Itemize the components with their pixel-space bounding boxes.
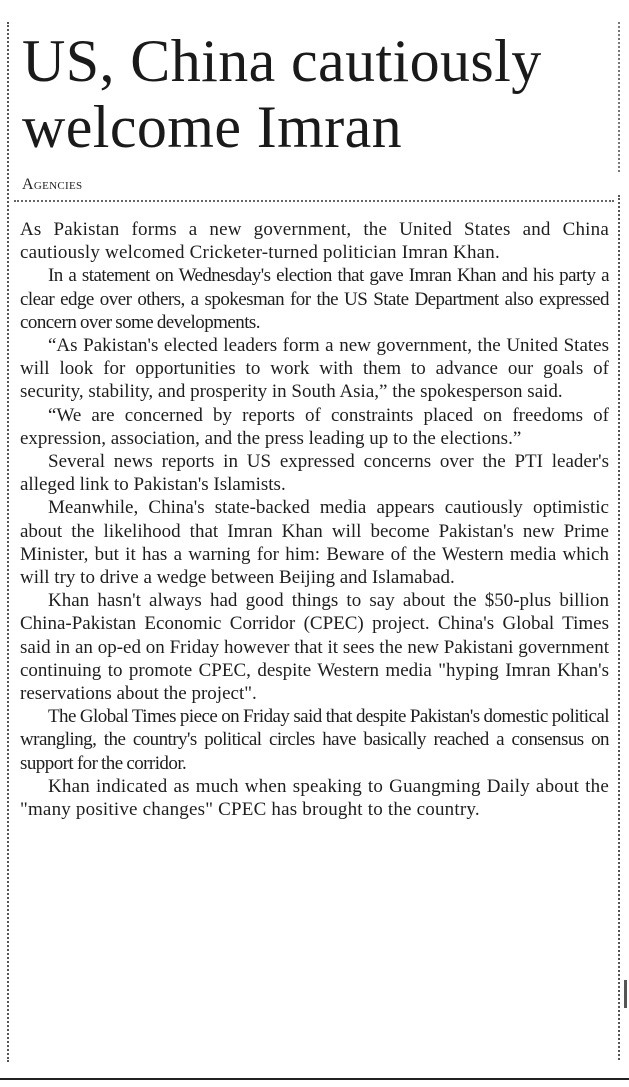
paragraph: “As Pakistan's elected leaders form a new government, the United States will look for opportunities to work with them to advance our goals of security, stability, and prosperity in South Asia,” the spokesperson said.	[20, 335, 609, 403]
byline-divider	[14, 200, 614, 202]
paragraph: The Global Times piece on Friday said that despite Pakistan's domestic political wrangling, the country's political circles have basically reached a consensus on support for the corridor.	[20, 706, 609, 774]
edge-mark	[624, 980, 627, 1008]
right-dotted-rule	[618, 195, 620, 1060]
paragraph: As Pakistan forms a new government, the United States and China cautiously welcomed Cricketer-turned politician Imran Khan.	[20, 219, 609, 264]
bottom-rule	[0, 1078, 629, 1080]
headline: US, China cautiously welcome Imran	[22, 28, 542, 160]
paragraph: Khan hasn't always had good things to say about the $50-plus billion China-Pakistan Economic Corridor (CPEC) project. China's Global Times said in an op-ed on Friday however that it sees the new Pakistani government continuing to promote CPEC, despite Western media "hyping Imran Khan's reservations about the project".	[20, 590, 609, 705]
paragraph: “We are concerned by reports of constraints placed on freedoms of expression, association, and the press leading up to the elections.”	[20, 404, 609, 449]
paragraph: Meanwhile, China's state-backed media appears cautiously optimistic about the likelihood that Imran Khan will become Pakistan's new Prime Minister, but it has a warning for him: Beware of the Western media which will try to drive a wedge between Beijing and Islamabad.	[20, 497, 609, 589]
byline: Agencies	[22, 176, 83, 193]
paragraph: Several news reports in US expressed concerns over the PTI leader's alleged link to Pakistan's Islamists.	[20, 451, 609, 496]
left-dotted-rule	[7, 22, 9, 1062]
paragraph: Khan indicated as much when speaking to Guangming Daily about the "many positive changes" CPEC has brought to the country.	[20, 775, 609, 821]
article-body	[20, 218, 609, 821]
paragraph: In a statement on Wednesday's election that gave Imran Khan and his party a clear edge over others, a spokesman for the US State Department also expressed concern over some developments.	[20, 265, 609, 333]
